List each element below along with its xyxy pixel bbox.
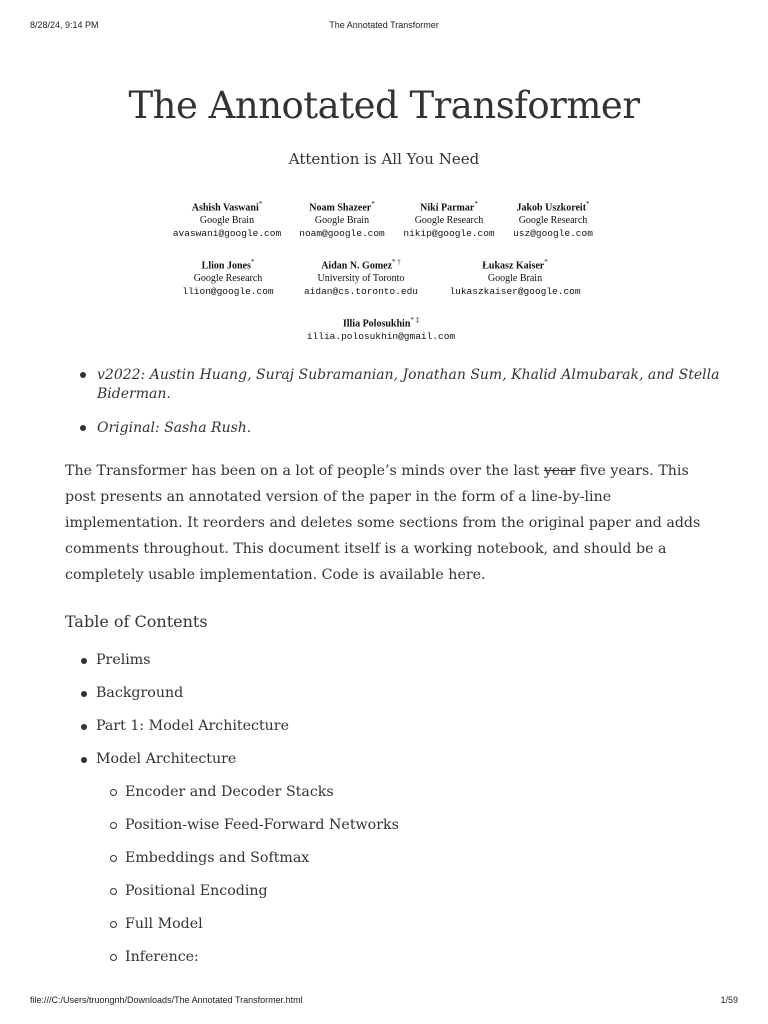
author-card [513,198,593,240]
toc-item-label: Encoder and Decoder Stacks [125,784,334,800]
author-mark: * [258,200,263,208]
toc-item-label: Inference: [125,949,199,965]
author-card [449,256,580,298]
toc-item-prelims[interactable] [65,650,705,683]
author-email: aidan@cs.toronto.edu [303,286,419,298]
toc-item-label: Embeddings and Softmax [125,850,310,866]
author-name: Niki Parmar [420,202,475,214]
author-email: llion@google.com [182,286,274,298]
print-footer [30,995,738,1007]
page-title: The Annotated Transformer [128,84,640,127]
intro-text-start: The Transformer has been on a lot of people’s minds over the last [65,463,544,479]
author-mark: * [586,200,590,208]
print-date: 8/28/24, 9:14 PM [30,20,99,30]
print-header [30,20,738,32]
author-card [307,314,455,343]
print-page-title: The Annotated Transformer [329,20,439,30]
bullet-icon [80,372,86,378]
author-mark: * [250,258,255,266]
author-card [299,198,385,240]
author-email: avaswani@google.com [172,228,282,240]
print-file-url: file:///C:/Users/truongnh/Downloads/The Annotated Transformer.html [30,995,303,1005]
author-affiliation: Google Brain [487,273,543,285]
author-email: noam@google.com [299,228,385,240]
credit-text: Original: Sasha Rush. [97,420,252,436]
bullet-icon [81,691,87,697]
author-card [182,256,273,298]
author-email: nikip@google.com [403,228,495,240]
author-card [304,256,418,298]
credits-list [65,366,737,453]
toc-item-label: Part 1: Model Architecture [96,718,289,734]
author-mark: * ‡ [410,316,420,324]
print-page-number: 1/59 [720,995,738,1005]
toc-item-label: Full Model [125,916,203,932]
author-affiliation: Google Brain [199,215,255,227]
author-affiliation: Google Brain [314,215,370,227]
credit-item [97,419,737,438]
toc-item-label: Position-wise Feed-Forward Networks [125,817,399,833]
page-subtitle: Attention is All You Need [288,150,480,168]
author-email: illia.polosukhin@gmail.com [306,331,456,343]
author-affiliation: Google Research [414,215,484,227]
toc-item-label: Positional Encoding [125,883,268,899]
author-name: Łukasz Kaiser [482,260,545,272]
toc-item-feed-forward-networks[interactable] [65,815,705,848]
circle-bullet-icon [110,921,117,928]
author-affiliation: University of Toronto [317,273,405,285]
author-name: Aidan N. Gomez [321,260,393,272]
credit-text: v2022: Austin Huang, Suraj Subramanian, Jonathan Sum, Khalid Almubarak, and Stella Biderman. [97,367,720,402]
toc-item-model-architecture[interactable] [65,749,705,782]
author-mark: * † [392,258,401,266]
author-name: Ashish Vaswani [191,202,259,214]
intro-text-end: five years. This post presents an annotated version of the paper in the form of a line-by-line implementation. It reorders and deletes some sections from the original paper and adds comments throughout. This document itself is a working notebook, and should be a completely usable implementation. Code is available here. [65,463,701,583]
toc-item-label: Prelims [96,652,151,668]
circle-bullet-icon [110,822,117,829]
author-card [403,198,494,240]
bullet-icon [80,425,86,431]
toc-item-part1-model-architecture[interactable] [65,716,705,749]
circle-bullet-icon [110,855,117,862]
intro-struck-word: year [543,463,576,479]
toc-item-full-model[interactable] [65,914,705,947]
table-of-contents [65,650,705,980]
bullet-icon [81,724,87,730]
bullet-icon [81,757,87,763]
circle-bullet-icon [110,888,117,895]
toc-item-label: Background [96,685,184,701]
toc-item-background[interactable] [65,683,705,716]
toc-item-encoder-decoder-stacks[interactable] [65,782,705,815]
credit-item [97,366,737,404]
author-affiliation: Google Research [193,273,263,285]
author-mark: * [544,258,548,266]
toc-item-inference[interactable] [65,947,705,980]
author-mark: * [474,200,478,208]
circle-bullet-icon [110,954,117,961]
author-name: Noam Shazeer [309,202,372,214]
author-name: Llion Jones [201,260,251,272]
author-email: usz@google.com [513,228,593,240]
toc-heading: Table of Contents [65,612,208,631]
toc-item-embeddings-softmax[interactable] [65,848,705,881]
author-mark: * [371,200,375,208]
author-email: lukaszkaiser@google.com [449,286,581,298]
author-name: Jakob Uszkoreit [516,202,587,214]
intro-paragraph [65,458,705,588]
circle-bullet-icon [110,789,117,796]
toc-item-positional-encoding[interactable] [65,881,705,914]
author-affiliation: Google Research [518,215,588,227]
bullet-icon [81,658,87,664]
author-name: Illia Polosukhin [342,318,411,330]
author-card [173,198,281,240]
toc-item-label: Model Architecture [96,751,237,767]
